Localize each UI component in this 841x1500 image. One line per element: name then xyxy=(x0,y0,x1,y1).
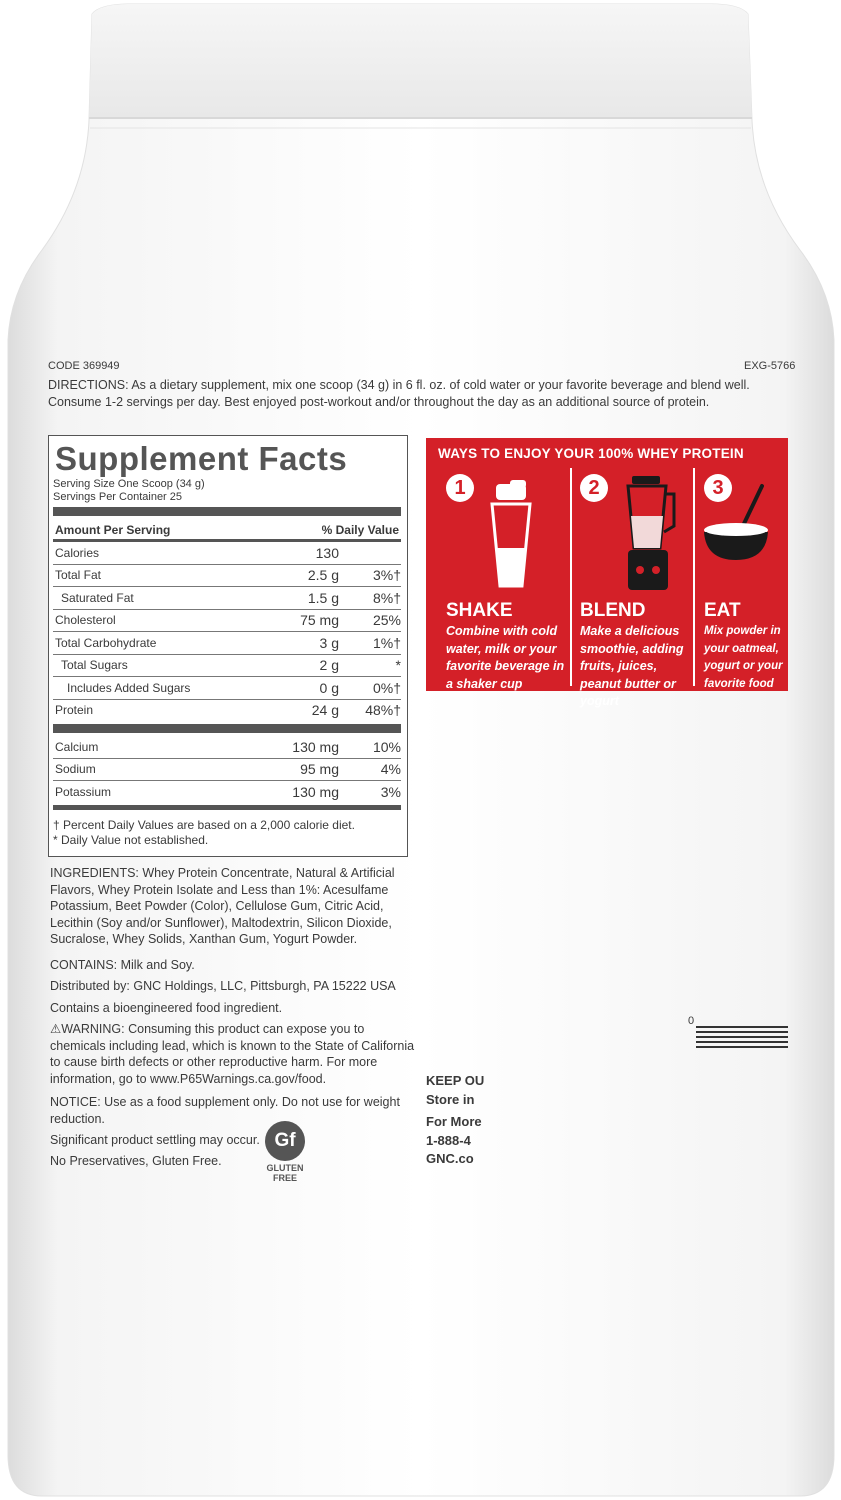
supplement-facts-title: Supplement Facts xyxy=(55,440,348,477)
table-row: Sodium 95 mg 4% xyxy=(53,759,401,782)
gluten-free-label-2: FREE xyxy=(272,1173,297,1183)
phone-line: 1-888-4 xyxy=(426,1132,471,1148)
amount-per-serving-label: Amount Per Serving xyxy=(55,523,171,537)
no-preservatives-text: No Preservatives, Gluten Free. xyxy=(50,1154,222,1168)
table-row: Calcium 130 mg 10% xyxy=(53,736,401,759)
ways-to-enjoy-panel xyxy=(426,438,788,708)
step-number: 1 xyxy=(446,474,474,502)
shaker-cup-icon xyxy=(482,482,542,592)
supplement-facts-panel xyxy=(48,435,408,857)
gluten-free-label-1: GLUTEN xyxy=(266,1163,304,1173)
keep-out-line: KEEP OU xyxy=(426,1073,485,1088)
way-title: BLEND xyxy=(580,600,646,621)
table-row: Protein 24 g 48%† xyxy=(55,702,401,719)
bioengineered-text: Contains a bioengineered food ingredient. xyxy=(50,1001,283,1015)
way-description: Combine with cold water, milk or your favorite beverage in a shaker cup xyxy=(446,624,565,691)
way-title: EAT xyxy=(704,600,741,621)
table-row: Total Sugars 2 g * xyxy=(53,655,401,678)
divider-thick xyxy=(53,724,401,733)
gluten-free-badge xyxy=(263,1121,307,1183)
ways-title: WAYS TO ENJOY YOUR 100% WHEY PROTEIN xyxy=(438,446,744,461)
divider-thick xyxy=(53,507,401,516)
table-row: Includes Added Sugars 0 g 0%† xyxy=(53,677,401,700)
way-title: SHAKE xyxy=(446,600,513,621)
table-row: Saturated Fat 1.5 g 8%† xyxy=(53,587,401,610)
prop65-warning: ⚠WARNING: Consuming this product can expose you to chemicals including lead, which is known to the State of California to cause birth defects or other reproductive harm. For more information, go to www.P65Warnings.ca.gov/food. xyxy=(50,1022,415,1086)
daily-value-label: % Daily Value xyxy=(321,523,399,537)
directions-text: DIRECTIONS: As a dietary supplement, mix one scoop (34 g) in 6 fl. oz. of cold water or your favorite beverage and blend well. Consume 1-2 servings per day. Best enjoyed post-workout and/or throughout the day as an additional source of protein. xyxy=(48,378,750,409)
footnote-dv: * Daily Value not established. xyxy=(53,832,209,847)
lot-code: EXG-5766 xyxy=(744,360,796,372)
table-row: Cholesterol 75 mg 25% xyxy=(53,610,401,633)
jar-lid xyxy=(89,4,752,118)
table-row: Calories 130 xyxy=(53,542,401,565)
store-in-line: Store in xyxy=(426,1091,475,1107)
barcode-lines xyxy=(696,1026,788,1051)
barcode-digit: 0 xyxy=(688,1015,695,1027)
way-description: Make a delicious smoothie, adding fruits, juices, peanut butter or yogurt xyxy=(580,624,684,708)
facts-header xyxy=(53,519,401,542)
way-blend xyxy=(570,468,694,708)
product-code: CODE 369949 xyxy=(48,360,120,372)
step-number: 2 xyxy=(580,474,608,502)
settling-text: Significant product settling may occur. xyxy=(50,1133,260,1147)
serving-size: Serving Size One Scoop (34 g) xyxy=(53,478,205,490)
way-eat xyxy=(694,468,788,690)
way-shake xyxy=(436,468,566,691)
ingredients-text: INGREDIENTS: Whey Protein Concentrate, Natural & Artificial Flavors, Whey Protein Isolate and Less than 1%: Acesulfame Potassium, Beet Powder (Color), Cellulose Gum, Citric Acid, Lecithin (Soy and/or Sunflower), Maltodextrin, Silicon Dioxide, Sucralose, Whey Solids, Xanthan Gum, Yogurt Powder. xyxy=(50,866,395,946)
website-line: GNC.co xyxy=(426,1151,474,1166)
blender-icon xyxy=(620,476,676,594)
table-row: Total Carbohydrate 3 g 1%† xyxy=(53,632,401,655)
divider-medium xyxy=(53,805,401,810)
for-more-line: For More xyxy=(426,1114,482,1129)
allergen-text: CONTAINS: Milk and Soy. xyxy=(50,958,195,972)
bowl-spoon-icon xyxy=(696,482,786,562)
distributor-text: Distributed by: GNC Holdings, LLC, Pittsburgh, PA 15222 USA xyxy=(50,979,396,993)
servings-per-container: Servings Per Container 25 xyxy=(53,491,183,503)
gluten-free-icon: Gf xyxy=(265,1121,305,1161)
storage-contact-text xyxy=(426,1072,485,1169)
step-number: 3 xyxy=(704,474,732,502)
table-row: Potassium 130 mg 3% xyxy=(55,783,401,800)
notice-text: NOTICE: Use as a food supplement only. Do not use for weight reduction. xyxy=(50,1095,400,1126)
footnote-percent: † Percent Daily Values are based on a 2,000 calorie diet. xyxy=(53,817,355,832)
way-description: Mix powder in your oatmeal, yogurt or your favorite food xyxy=(704,625,783,690)
table-row: Total Fat 2.5 g 3%† xyxy=(53,565,401,588)
